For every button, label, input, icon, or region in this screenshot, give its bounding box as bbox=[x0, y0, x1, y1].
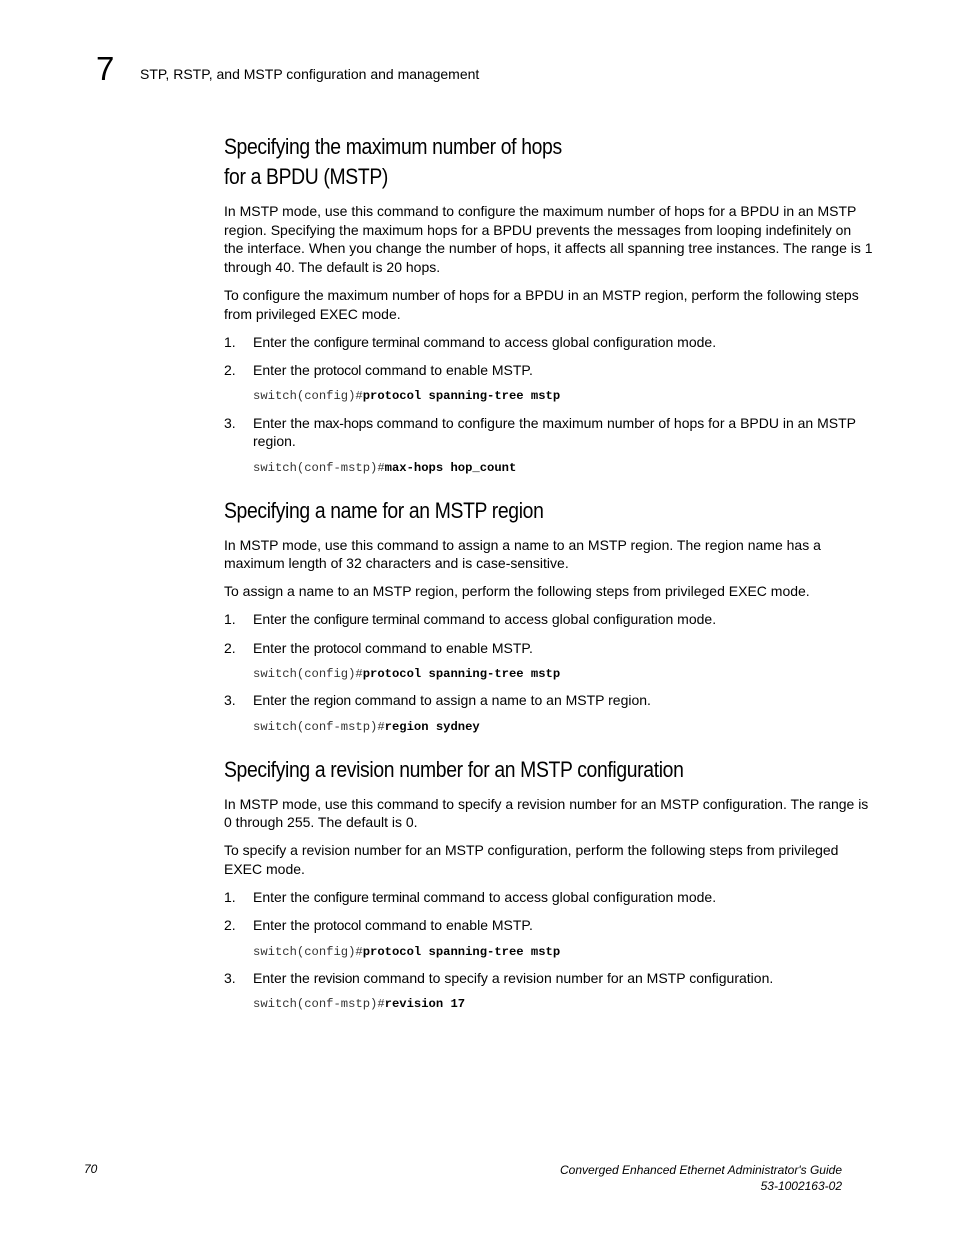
step-text: command to configure the maximum number of hops for a BPDU in an MSTP region. bbox=[253, 414, 856, 450]
step-item bbox=[224, 414, 874, 451]
command-keyword: region bbox=[313, 692, 351, 709]
step-text: Enter the bbox=[253, 361, 314, 378]
command-keyword: protocol bbox=[313, 917, 362, 934]
step-number: 1. bbox=[224, 333, 236, 350]
code-command: region sydney bbox=[384, 719, 480, 734]
steps-list bbox=[224, 888, 874, 935]
section-lead: To assign a name to an MSTP region, perform the following steps from privileged EXEC mode. bbox=[224, 583, 810, 600]
code-command: protocol spanning-tree mstp bbox=[362, 666, 561, 681]
chapter-title: STP, RSTP, and MSTP configuration and management bbox=[140, 66, 480, 82]
section-region-name bbox=[224, 496, 874, 735]
code-prompt: switch(conf-mstp)# bbox=[253, 719, 385, 734]
section-title bbox=[224, 132, 796, 192]
step-number: 2. bbox=[224, 917, 236, 934]
code-example bbox=[253, 388, 874, 404]
step-text: Enter the bbox=[253, 639, 314, 656]
step-number: 3. bbox=[224, 414, 236, 431]
code-example bbox=[253, 944, 874, 960]
footer-guide-title: Converged Enhanced Ethernet Administrator's Guide bbox=[559, 1163, 842, 1177]
command-keyword: configure terminal bbox=[313, 611, 420, 628]
steps-list bbox=[224, 691, 874, 710]
code-prompt: switch(config)# bbox=[253, 666, 363, 681]
section-title-line2: for a BPDU (MSTP) bbox=[224, 164, 388, 189]
step-item bbox=[224, 916, 874, 935]
section-title: Specifying a revision number for an MSTP configuration bbox=[224, 756, 684, 782]
step-item bbox=[224, 610, 874, 629]
footer-doc-number: 53-1002163-02 bbox=[760, 1179, 842, 1193]
command-keyword: protocol bbox=[313, 639, 362, 656]
step-item bbox=[224, 639, 874, 658]
code-prompt: switch(conf-mstp)# bbox=[253, 997, 385, 1012]
code-prompt: switch(config)# bbox=[253, 389, 363, 404]
code-prompt: switch(config)# bbox=[253, 944, 363, 959]
code-example bbox=[253, 996, 874, 1012]
step-number: 2. bbox=[224, 361, 236, 378]
section-lead: To configure the maximum number of hops for a BPDU in an MSTP region, perform the following steps from privileged EXEC mode. bbox=[224, 286, 859, 322]
main-content bbox=[224, 132, 874, 1022]
command-keyword: max-hops bbox=[313, 414, 373, 431]
step-text: command to assign a name to an MSTP region. bbox=[350, 692, 651, 709]
steps-list bbox=[224, 610, 874, 657]
step-text: Enter the bbox=[253, 889, 314, 906]
step-text: command to access global configuration mode. bbox=[419, 611, 717, 628]
step-text: command to enable MSTP. bbox=[361, 917, 533, 934]
step-text: command to enable MSTP. bbox=[361, 639, 533, 656]
steps-list bbox=[224, 969, 874, 988]
steps-list bbox=[224, 333, 874, 380]
step-item bbox=[224, 969, 874, 988]
section-intro: In MSTP mode, use this command to configure the maximum number of hops for a BPDU in an MSTP region. Specifying the maximum hops for a BPDU prevents the messages from looping indefinitely on the interface. When you change the number of hops, it affects all spanning tree instances. The range is 1 through 40. The default is 20 hops. bbox=[224, 203, 873, 275]
step-text: command to enable MSTP. bbox=[361, 361, 533, 378]
section-revision-number bbox=[224, 755, 874, 1013]
section-title: Specifying a name for an MSTP region bbox=[224, 497, 544, 523]
section-intro: In MSTP mode, use this command to specify a revision number for an MSTP configuration. The range is 0 through 255. The default is 0. bbox=[224, 795, 869, 831]
section-intro: In MSTP mode, use this command to assign a name to an MSTP region. The region name has a maximum length of 32 characters and is case-sensitive. bbox=[224, 536, 821, 572]
section-lead: To specify a revision number for an MSTP configuration, perform the following steps from privileged EXEC mode. bbox=[224, 842, 839, 877]
code-example bbox=[253, 460, 874, 476]
footer-page-number: 70 bbox=[84, 1162, 98, 1176]
step-number: 3. bbox=[224, 692, 236, 709]
step-text: command to access global configuration mode. bbox=[419, 333, 717, 350]
command-keyword: configure terminal bbox=[313, 889, 420, 906]
step-item bbox=[224, 888, 874, 907]
code-command: revision 17 bbox=[384, 997, 466, 1012]
code-example bbox=[253, 719, 874, 735]
step-number: 1. bbox=[224, 611, 236, 628]
code-prompt: switch(conf-mstp)# bbox=[253, 460, 385, 475]
command-keyword: protocol bbox=[313, 361, 362, 378]
step-item bbox=[224, 361, 874, 380]
footer-doc-info bbox=[560, 1162, 842, 1194]
section-title-line1: Specifying the maximum number of hops bbox=[224, 134, 562, 159]
steps-list bbox=[224, 414, 874, 451]
step-text: command to specify a revision number for an MSTP configuration. bbox=[359, 970, 774, 987]
step-text: Enter the bbox=[253, 333, 314, 350]
step-number: 1. bbox=[224, 889, 236, 906]
chapter-number: 7 bbox=[96, 50, 115, 87]
step-text: command to access global configuration mode. bbox=[419, 889, 717, 906]
command-keyword: revision bbox=[313, 970, 360, 987]
code-command: max-hops hop_count bbox=[384, 460, 517, 475]
step-item bbox=[224, 333, 874, 352]
code-command: protocol spanning-tree mstp bbox=[362, 944, 561, 959]
step-number: 3. bbox=[224, 970, 236, 987]
code-command: protocol spanning-tree mstp bbox=[362, 389, 561, 404]
step-text: Enter the bbox=[253, 414, 314, 431]
step-item bbox=[224, 691, 874, 710]
step-number: 2. bbox=[224, 639, 236, 656]
code-example bbox=[253, 666, 874, 682]
step-text: Enter the bbox=[253, 917, 314, 934]
step-text: Enter the bbox=[253, 692, 314, 709]
command-keyword: configure terminal bbox=[313, 333, 420, 350]
section-max-hops bbox=[224, 132, 874, 476]
step-text: Enter the bbox=[253, 970, 314, 987]
step-text: Enter the bbox=[253, 611, 314, 628]
